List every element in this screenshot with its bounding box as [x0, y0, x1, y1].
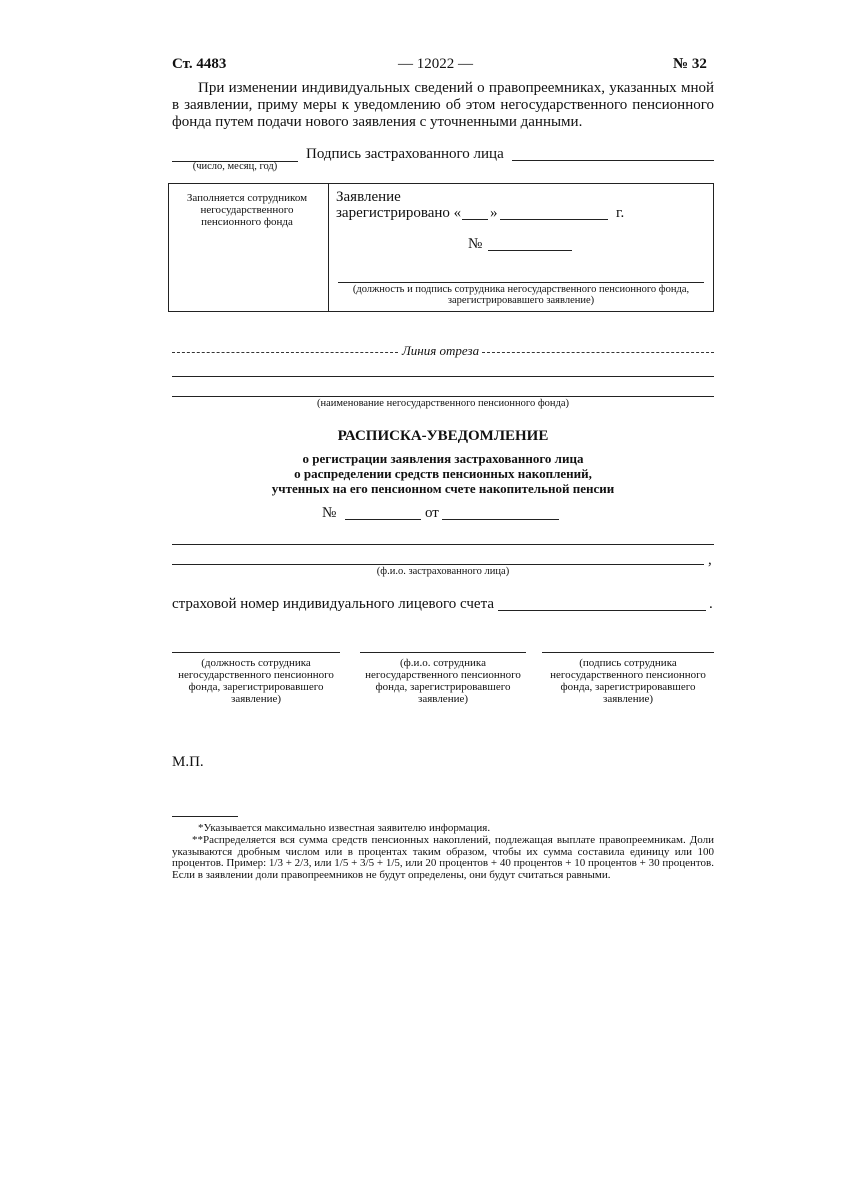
cut-line-left: [172, 352, 398, 353]
receipt-from-label: от: [425, 505, 439, 521]
fund-caption: (наименование негосударственного пенсионного фонда): [317, 398, 569, 409]
staff-signature-line: [542, 652, 714, 653]
staff-position-caption: (должность сотрудника негосударственного пенсионного фонда, зарегистрировавшего заявление): [178, 657, 334, 705]
signature-line: [512, 160, 714, 161]
issue-number: № 32: [673, 56, 707, 72]
statement-label: Заявление: [336, 189, 401, 205]
cut-line-right: [482, 352, 714, 353]
receipt-title: РАСПИСКА-УВЕДОМЛЕНИЕ: [337, 428, 549, 444]
office-number-label: №: [468, 236, 483, 252]
insurance-end: .: [709, 596, 713, 612]
registered-label: зарегистрировано «: [336, 205, 462, 221]
fio-line-2: [172, 564, 704, 565]
office-caption: (должность и подпись сотрудника негосударственного пенсионного фонда, зарегистрировавшего заявление): [352, 284, 690, 306]
signature-label: Подпись застрахованного лица: [306, 146, 504, 162]
quote-close: »: [490, 205, 498, 221]
stamp-label: М.П.: [172, 754, 204, 770]
insurance-label: страховой номер индивидуального лицевого счета: [172, 596, 494, 612]
fund-line-1: [172, 376, 714, 377]
registered-month-line: [500, 219, 608, 220]
receipt-number-line: [345, 519, 421, 520]
fio-comma: ,: [708, 552, 712, 568]
staff-fio-caption: (ф.и.о. сотрудника негосударственного пенсионного фонда, зарегистрировавшего заявление): [365, 657, 521, 705]
year-suffix: г.: [616, 205, 625, 221]
page-ref: Ст. 4483: [172, 56, 227, 72]
office-signature-line: [338, 282, 704, 283]
page-number: — 12022 —: [398, 56, 473, 72]
footnote-1: *Указывается максимально известная заявителю информация.: [198, 822, 491, 834]
office-box-left-text: Заполняется сотрудником негосударственного пенсионного фонда: [186, 192, 308, 228]
receipt-date-line: [442, 519, 559, 520]
office-box-divider: [328, 183, 329, 312]
fio-line-1: [172, 544, 714, 545]
receipt-number-label: №: [322, 505, 337, 521]
insurance-number-line: [498, 610, 706, 611]
staff-fio-line: [360, 652, 526, 653]
staff-signature-caption: (подпись сотрудника негосударственного пенсионного фонда, зарегистрировавшего заявление): [550, 657, 706, 705]
office-number-line: [488, 250, 572, 251]
footnote-2: **Распределяется вся сумма средств пенсионных накоплений, подлежащая выплате правопреемникам. Доли указываются дробным числом или в процентах таким образом, чтобы их сумма составила единицу или 100 процентов. Пример: 1/3 + 2/3, или 1/5 + 3/5 + 1/5, или 20 процентов + 40 процентов + 10 процентов + 30 процентов. Если в заявлении доли правопреемников не будут определены, они будут считаться равными.: [172, 834, 714, 881]
receipt-subtitle-3: учтенных на его пенсионном счете накопительной пенсии: [271, 481, 615, 496]
receipt-subtitle-1: о регистрации заявления застрахованного лица: [302, 451, 584, 466]
fio-caption: (ф.и.о. застрахованного лица): [376, 566, 510, 577]
date-caption: (число, месяц, год): [192, 161, 278, 172]
footnote-rule: [172, 816, 238, 817]
registered-day-line: [462, 219, 488, 220]
cut-line-label: Линия отреза: [402, 343, 480, 358]
staff-position-line: [172, 652, 340, 653]
receipt-subtitle-2: о распределении средств пенсионных накоплений,: [294, 466, 592, 481]
fund-line-2: [172, 396, 714, 397]
intro-paragraph: При изменении индивидуальных сведений о правопреемниках, указанных мной в заявлении, приму меры к уведомлению об этом негосударственного пенсионного фонда путем подачи нового заявления с уточненными данными.: [172, 80, 714, 130]
